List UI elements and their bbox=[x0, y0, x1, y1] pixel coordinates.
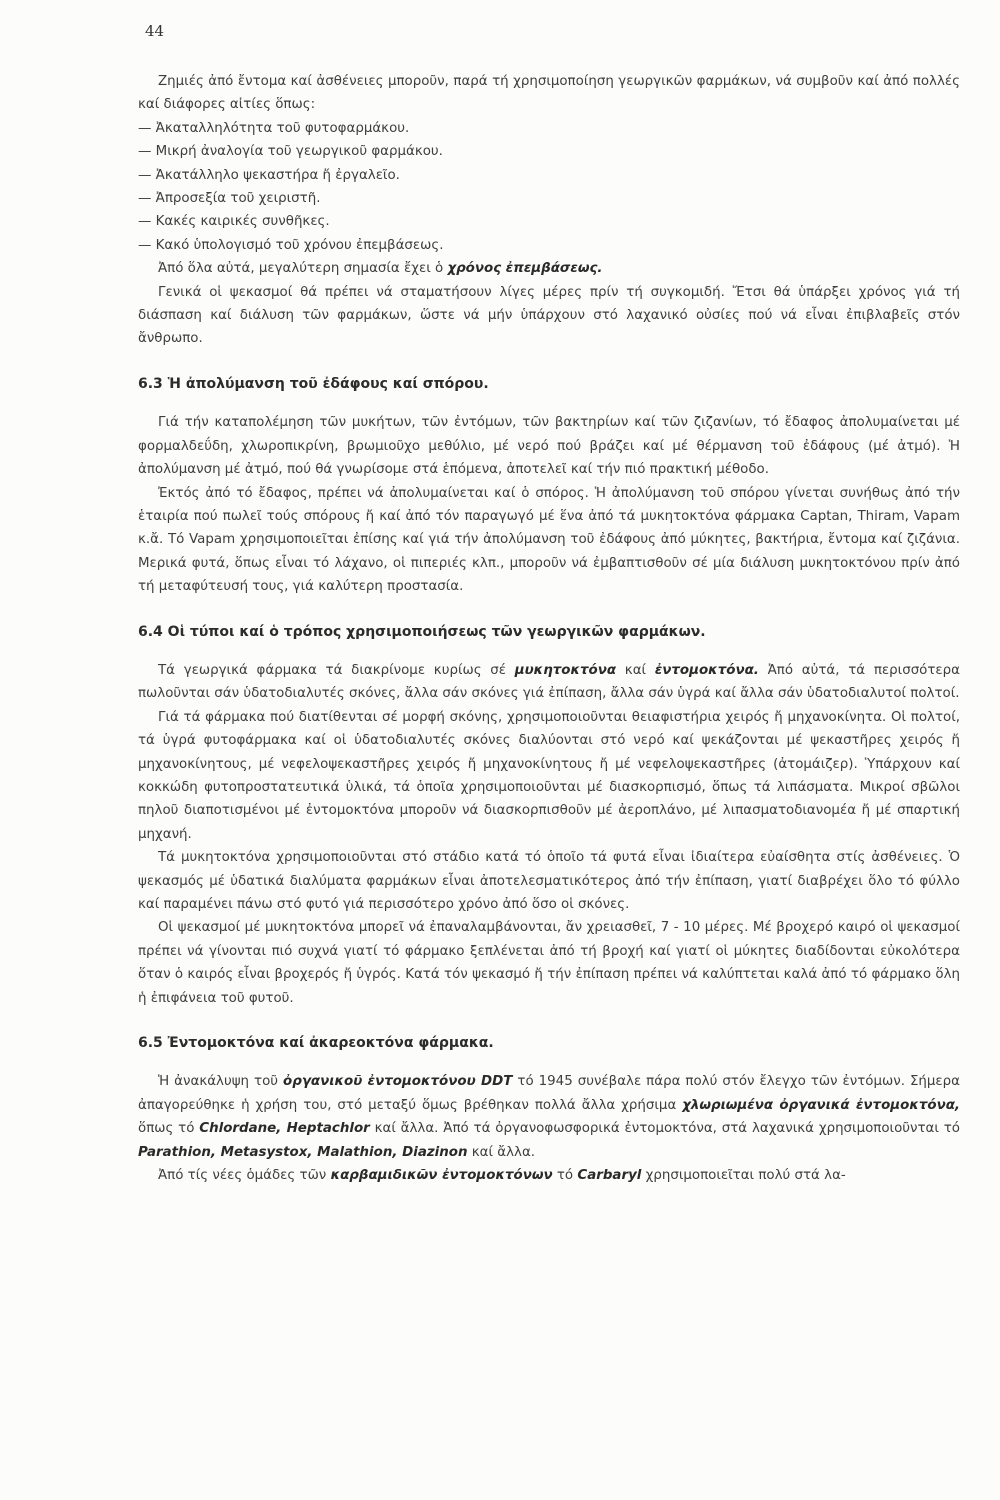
paragraph: Ἐκτός ἀπό τό ἔδαφος, πρέπει νά ἀπολυμαίνεται καί ὁ σπόρος. Ἡ ἀπολύμανση τοῦ σπόρου γίνεται συνήθως ἀπό τήν ἑταιρία πού πωλεῖ τούς σπόρους ἤ καί ἀπό τόν παραγωγό μέ ἕνα ἀπό τά μυκητοκτόνα φάρμακα Captan, Thiram, Vapam κ.ἄ. Τό Vapam χρησιμοποιεῖται ἐπίσης καί γιά τήν ἀπολύμανση τοῦ ἐδάφους ἀπό μύκητες, βακτήρια, ἔντομα καί ζιζάνια. Μερικά φυτά, ὅπως εἶναι τό λάχανο, οἱ πιπεριές κλπ., μποροῦν νά ἐμβαπτισθοῦν σέ μία διάλυση μυκητοκτόνου πρίν ἀπό τή μεταφύτευσή τους, γιά καλύτερη προστασία. bbox=[138, 485, 960, 595]
text-run: Τά γεωργικά φάρμακα τά διακρίνομε κυρίως σέ bbox=[158, 662, 515, 678]
text-run: Ἡ ἀνακάλυψη τοῦ bbox=[158, 1074, 284, 1090]
text-run: καί ἄλλα. Ἀπό τά ὀργανοφωσφορικά ἐντομοκτόνα, στά λαχανικά χρησιμοποιοῦνται τό bbox=[369, 1121, 960, 1137]
list-item: — Ἀκατάλληλο ψεκαστήρα ἤ ἐργαλεῖο. bbox=[138, 164, 960, 187]
list-item: — Κακές καιρικές συνθῆκες. bbox=[138, 210, 960, 233]
paragraph bbox=[138, 1070, 960, 1164]
emphasis-carbaryl: Carbaryl bbox=[577, 1168, 642, 1184]
paragraph: Γιά τήν καταπολέμηση τῶν μυκήτων, τῶν ἐντόμων, τῶν βακτηρίων καί τῶν ζιζανίων, τό ἔδαφος ἀπολυμαίνεται μέ φορμαλδεΰδη, χλωροπικρίνη, βρωμιοῦχο μεθύλιο, μέ νερό πού βράζει καί μέ θέρμανση τοῦ ἐδάφους (μέ ἀτμό). Ἡ ἀπολύμανση μέ ἀτμό, πού θά γνωρίσομε στά ἑπόμενα, ἀποτελεῖ καί τήν πιό πρακτική μέθοδο. bbox=[138, 415, 960, 478]
emphasis-ddt: ὀργανικοῦ ἐντομοκτόνου DDT bbox=[283, 1074, 513, 1090]
text-run: χρησιμοποιεῖται πολύ στά λα- bbox=[641, 1168, 846, 1184]
paragraph: Τά μυκητοκτόνα χρησιμοποιοῦνται στό στάδιο κατά τό ὁποῖο τά φυτά εἶναι ἰδιαίτερα εὐαίσθητα στίς ἀσθένειες. Ὁ ψεκασμός μέ ὑδατικά διαλύματα φαρμάκων εἶναι ἀποτελεσματικότερος ἀπό τήν ἐπίπαση, γιατί διαβρέχει ὅλο τό φύλλο καί παραμένει πάνω στό φυτό γιά περισσότερο χρόνο ἀπό ὅσο οἱ σκόνες. bbox=[138, 850, 960, 912]
harvest-paragraph: Γενικά οἱ ψεκασμοί θά πρέπει νά σταματήσουν λίγες μέρες πρίν τή συγκομιδή. Ἔτσι θά ὑπάρξει χρόνος γιά τή διάσπαση καί διάλυση τῶν φαρμάκων, ὥστε νά μήν ὑπάρχουν στό λαχανικό οὐσίες πού νά εἶναι ἐπιβλαβεῖς στόν ἄνθρωπο. bbox=[138, 284, 960, 347]
emphasis-organophosphates: Parathion, Metasystox, Malathion, Diazinon bbox=[138, 1144, 468, 1160]
emphasis-carbamates: καρβαμιδικῶν ἐντομοκτόνων bbox=[330, 1168, 553, 1184]
list-item: — Μικρή ἀναλογία τοῦ γεωργικοῦ φαρμάκου. bbox=[138, 140, 960, 163]
text-run: Ἀπό αὐτά, τά περισσότερα πωλοῦνται σάν ὑδατοδιαλυτές σκόνες, ἄλλα σάν σκόνες γιά ἐπίπαση, ἄλλα σάν ὑγρά καί ἄλλα σάν ὑδατοδιαλυτοί πολτοί. bbox=[138, 662, 960, 702]
section-heading-6-4: 6.4 Οἱ τύποι καί ὁ τρόπος χρησιμοποιήσεως τῶν γεωργικῶν φαρμάκων. bbox=[138, 623, 706, 640]
list-item: — Ἀπροσεξία τοῦ χειριστῆ. bbox=[138, 187, 960, 210]
paragraph: Οἱ ψεκασμοί μέ μυκητοκτόνα μπορεῖ νά ἐπαναλαμβάνονται, ἄν χρειασθεῖ, 7 - 10 μέρες. Μέ βροχερό καιρό οἱ ψεκασμοί πρέπει νά γίνονται πιό συχνά γιατί τό φάρμακο ξεπλένεται ἀπό τή βροχή καί γιατί οἱ μύκητες διαδίδονται εὐκολότερα ὅταν ὁ καιρός εἶναι βροχερός ἤ ὑγρός. Κατά τόν ψεκασμό ἤ τήν ἐπίπαση πρέπει νά καλύπτεται καλά ἀπό τό φάρμακο ὅλη ἡ ἐπιφάνεια τοῦ φυτοῦ. bbox=[138, 920, 960, 1006]
text-run: καί bbox=[616, 662, 655, 678]
list-item: — Κακό ὑπολογισμό τοῦ χρόνου ἐπεμβάσεως. bbox=[138, 234, 960, 257]
emphasis-fungicides: μυκητοκτόνα bbox=[514, 662, 617, 678]
emphasis-chlorinated: χλωριωμένα ὀργανικά ἐντομοκτόνα, bbox=[682, 1097, 960, 1113]
summary-text: Ἀπό ὅλα αὐτά, μεγαλύτερη σημασία ἔχει ὁ bbox=[158, 261, 448, 277]
emphasis-timing: χρόνος ἐπεμβάσεως. bbox=[447, 261, 603, 277]
text-run: τό 1945 συνέβαλε πάρα πολύ στόν ἔλεγχο τῶν ἐντόμων. Σήμερα ἀπαγορεύθηκε ἡ χρήση του, στό μεταξύ ὅμως βρέθηκαν πολλά ἄλλα χρήσιμα bbox=[138, 1074, 960, 1113]
causes-list bbox=[138, 117, 960, 257]
intro-paragraph: Ζημιές ἀπό ἔντομα καί ἀσθένειες μποροῦν, παρά τή χρησιμοποίηση γεωργικῶν φαρμάκων, νά συμβοῦν καί ἀπό πολλές καί διάφορες αἰτίες ὅπως: bbox=[138, 74, 960, 113]
list-item: — Ἀκαταλληλότητα τοῦ φυτοφαρμάκου. bbox=[138, 117, 960, 140]
paragraph: Γιά τά φάρμακα πού διατίθενται σέ μορφή σκόνης, χρησιμοποιοῦνται θειαφιστήρια χειρός ἤ μηχανοκίνητα. Οἱ πολτοί, τά ὑγρά φυτοφάρμακα καί οἱ ὑδατοδιαλυτές σκόνες διαλύονται στό νερό καί ψεκάζονται μέ ψεκαστῆρες χειρός ἤ μηχανοκίνητους, μέ νεφελοψεκαστῆρες χειρός ἤ μηχανοκίνητους ἤ μέ νεφελοψεκαστῆρες (ἀτομάιζερ). Ὑπάρχουν καί κοκκώδη φυτοπροστατευτικά ὑλικά, τά ὁποῖα χρησιμοποιοῦνται μέ διασκορπισμό, ὅπως τά λιπάσματα. Μικροί σβῶλοι πηλοῦ διαποτισμένοι μέ ἐντομοκτόνα μποροῦν νά διασκορπισθοῦν μέ ἀεροπλάνο, μέ λιπασματοδιανομέα ἤ μέ σπαρτική μηχανή. bbox=[138, 709, 960, 842]
paragraph bbox=[138, 659, 960, 706]
section-heading-6-5: 6.5 Ἐντομοκτόνα καί ἀκαρεοκτόνα φάρμακα. bbox=[138, 1035, 494, 1052]
emphasis-insecticides: ἐντομοκτόνα. bbox=[654, 662, 759, 678]
text-run: καί ἄλλα. bbox=[467, 1144, 536, 1160]
paragraph bbox=[138, 1164, 960, 1187]
emphasis-chlordane: Chlordane, Heptachlor bbox=[199, 1121, 370, 1137]
summary-paragraph bbox=[138, 257, 960, 280]
text-run: Ἀπό τίς νέες ὁμάδες τῶν bbox=[158, 1168, 331, 1184]
page-number: 44 bbox=[145, 22, 165, 40]
page-content bbox=[138, 70, 960, 1187]
text-run: ὅπως τό bbox=[138, 1121, 200, 1137]
section-heading-6-3: 6.3 Ἡ ἀπολύμανση τοῦ ἐδάφους καί σπόρου. bbox=[138, 375, 489, 392]
text-run: τό bbox=[552, 1168, 578, 1184]
